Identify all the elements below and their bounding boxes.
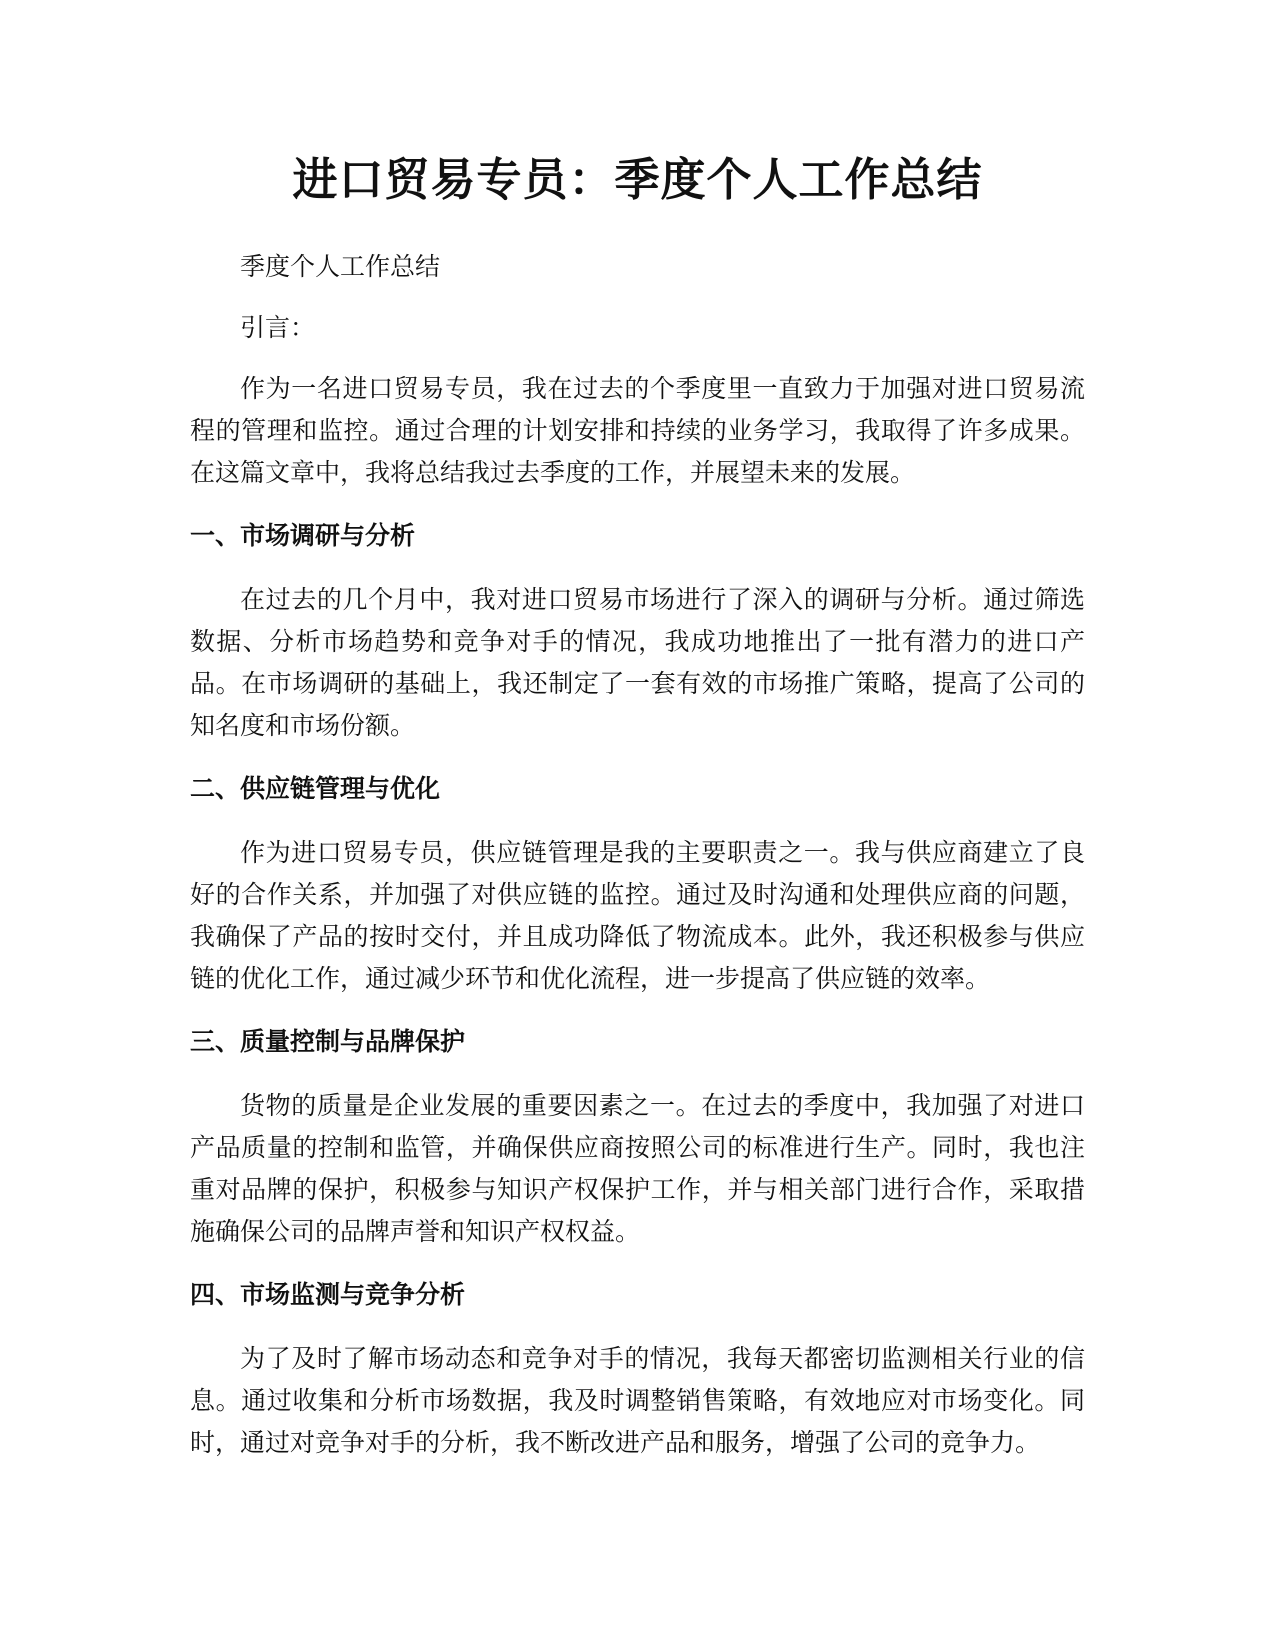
- section-paragraph: 为了及时了解市场动态和竞争对手的情况，我每天都密切监测相关行业的信息。通过收集和分析市场数据，我及时调整销售策略，有效地应对市场变化。同时，通过对竞争对手的分析，我不断改进产品和服务，增强了公司的竞争力。: [190, 1344, 1085, 1457]
- section-heading: 二、供应链管理与优化: [190, 774, 441, 803]
- section-market-research: [190, 516, 1085, 747]
- section-paragraph: 在过去的几个月中，我对进口贸易市场进行了深入的调研与分析。通过筛选数据、分析市场趋势和竞争对手的情况，我成功地推出了一批有潜力的进口产品。在市场调研的基础上，我还制定了一套有效的市场推广策略，提高了公司的知名度和市场份额。: [190, 585, 1085, 740]
- intro-paragraph: 作为一名进口贸易专员，我在过去的个季度里一直致力于加强对进口贸易流程的管理和监控。通过合理的计划安排和持续的业务学习，我取得了许多成果。在这篇文章中，我将总结我过去季度的工作，并展望未来的发展。: [190, 374, 1085, 487]
- section-quality-control: [190, 1022, 1085, 1253]
- section-supply-chain: [190, 769, 1085, 1000]
- section-heading: 三、质量控制与品牌保护: [190, 1027, 466, 1056]
- section-heading: 四、市场监测与竞争分析: [190, 1280, 466, 1309]
- section-market-monitoring: [190, 1275, 1085, 1464]
- intro-label: 引言：: [240, 313, 316, 342]
- section-heading: 一、市场调研与分析: [190, 521, 416, 550]
- document-title: 进口贸易专员：季度个人工作总结: [292, 153, 983, 206]
- section-paragraph: 货物的质量是企业发展的重要因素之一。在过去的季度中，我加强了对进口产品质量的控制和监管，并确保供应商按照公司的标准进行生产。同时，我也注重对品牌的保护，积极参与知识产权保护工作，并与相关部门进行合作，采取措施确保公司的品牌声誉和知识产权权益。: [190, 1091, 1085, 1246]
- section-paragraph: 作为进口贸易专员，供应链管理是我的主要职责之一。我与供应商建立了良好的合作关系，并加强了对供应链的监控。通过及时沟通和处理供应商的问题，我确保了产品的按时交付，并且成功降低了物流成本。此外，我还积极参与供应链的优化工作，通过减少环节和优化流程，进一步提高了供应链的效率。: [190, 838, 1085, 993]
- document-subtitle: 季度个人工作总结: [240, 252, 441, 281]
